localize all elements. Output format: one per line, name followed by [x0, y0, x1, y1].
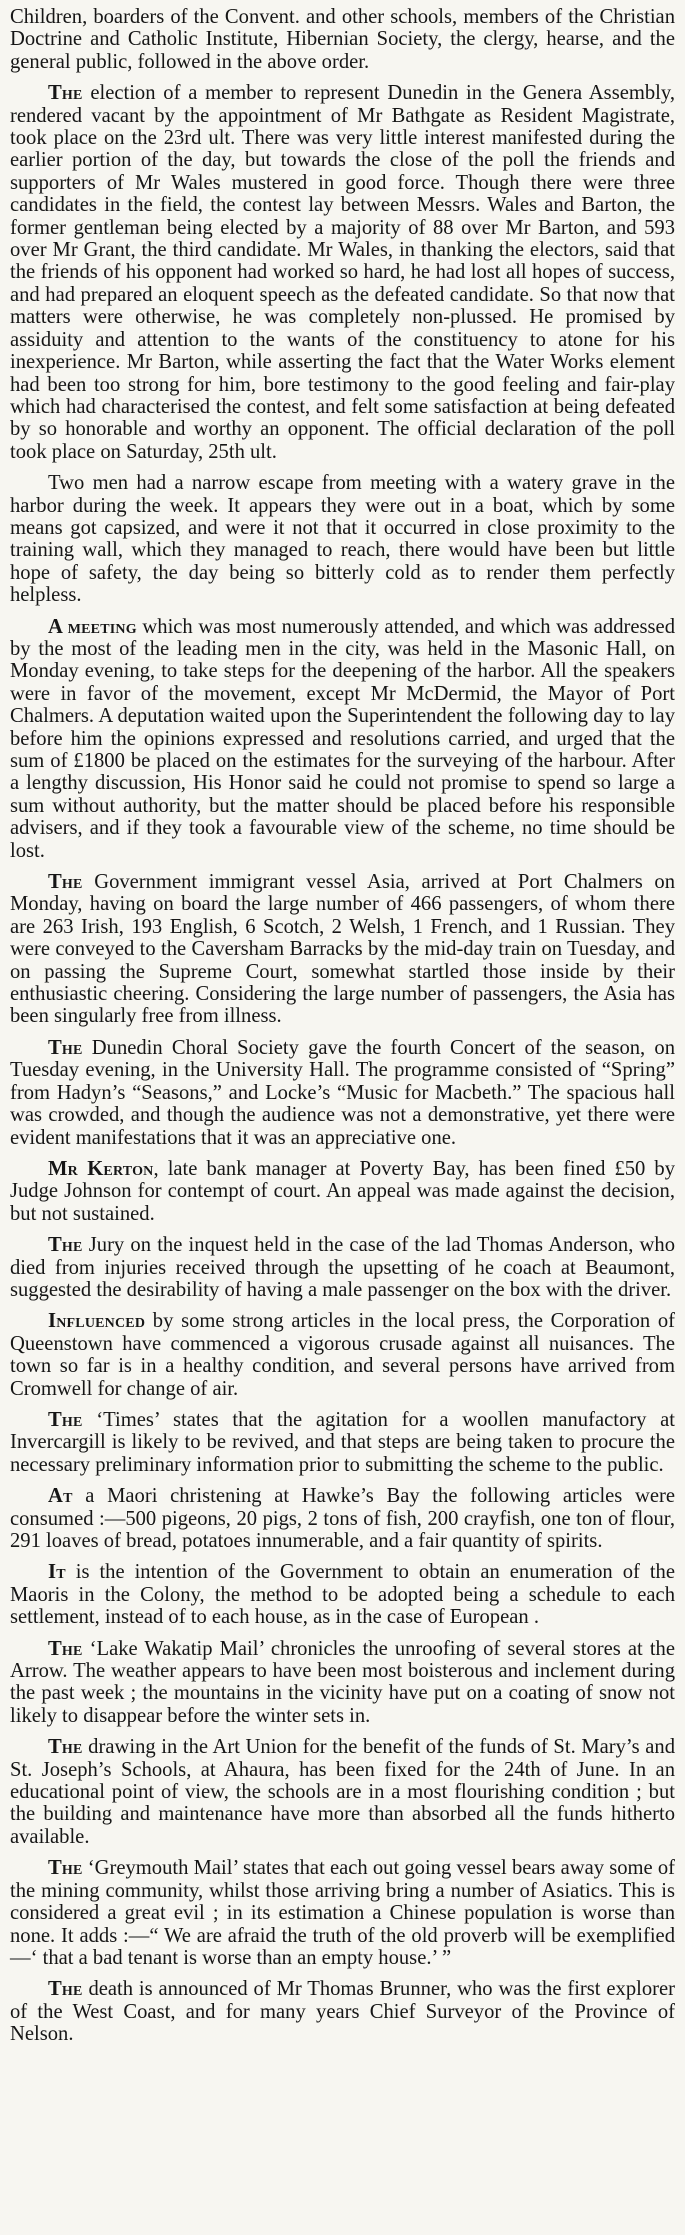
paragraph-text: , late bank manager at Poverty Bay, has been fined £50 by Judge Johnson for contempt of court. An appeal was made against the decision, but not sustained.: [10, 1157, 676, 1225]
paragraph-greymouth-mail: [10, 1857, 675, 1969]
paragraph-queenstown-nuisances: [10, 1310, 675, 1400]
paragraph-maori-enumeration: [10, 1561, 675, 1628]
paragraph-lead: At: [48, 1485, 73, 1508]
paragraph-text: ‘Times’ states that the agitation for a woollen manufactory at Invercargill is likely to be revived, and that steps are being taken to procure the necessary preliminary information prior to submitting the scheme to the public.: [10, 1408, 675, 1476]
paragraph-text: drawing in the Art Union for the benefit of the funds of St. Mary’s and St. Joseph’s Schools, at Ahaura, has been fixed for the 24th of June. In an educational point of view, the schools are in a most flourishing condition ; but the building and maintenance have more than absorbed all the funds hitherto available.: [10, 1736, 675, 1848]
paragraph-lead: Influenced: [48, 1310, 146, 1333]
paragraph-lead: A meeting: [48, 615, 137, 638]
paragraph-text: election of a member to represent Dunedin in the Genera Assembly, rendered vacant by the appointment of Mr Bathgate as Resident Magistrate, took place on the 23rd ult. There was very little interest manifested during the earlier portion of the day, but towards the close of the poll the friends and supporters of Mr Wales mustered in good force. Though there were three candidates in the field, the contest lay between Messrs. Wales and Barton, the former gentleman being elected by a majority of 88 over Mr Barton, and 593 over Mr Grant, the third candidate. Mr Wales, in thanking the electors, said that the friends of his opponent had worked so hard, he had lost all hopes of success, and had prepared an eloquent speech as the defeated candidate. So that now that matters were otherwise, he was completely non-plussed. He promised by assiduity and attention to the wants of the constituency to atone for his inexperience. Mr Barton, while asserting the fact that the Water Works element had been too strong for him, bore testimony to the good feeling and fair-play which had characterised the contest, and felt some satisfaction at being defeated by so honorable and worthy an opponent. The official declaration of the poll took place on Saturday, 25th ult.: [10, 82, 675, 463]
paragraph-lead: The: [48, 1637, 83, 1660]
paragraph-text: which was most numerously attended, and which was addressed by the most of the leading men in the city, was held in the Masonic Hall, on Monday evening, to take steps for the deepening of the harbor. All the speakers were in favor of the movement, except Mr McDermid, the Mayor of Port Chalmers. A deputation waited upon the Superintendent the following day to lay before him the opinions expressed and resolutions carried, and urged that the sum of £1800 be placed on the estimates for the surveying of the harbour. After a lengthy discussion, His Honor said he could not promise to spend so large a sum without authority, but the matter should be placed before his responsible advisers, and if they took a favourable view of the scheme, no time should be lost.: [10, 615, 675, 862]
paragraph-mr-kerton: [10, 1158, 675, 1225]
paragraph-maori-christening: [10, 1485, 675, 1552]
paragraph-text: by some strong articles in the local press, the Corporation of Queenstown have commenced a vigorous crusade against all nuisances. The town so far is in a healthy condition, and several persons have arrived from Cromwell for change of air.: [10, 1310, 675, 1400]
paragraph-lead: The: [48, 1736, 83, 1759]
paragraph-text: Government immigrant vessel Asia, arrived at Port Chalmers on Monday, having on board the large number of 466 passengers, of whom there are 263 Irish, 193 English, 6 Scotch, 2 Welsh, 1 French, and 1 Russian. They were conveyed to the Caversham Barracks by the mid-day train on Tuesday, and on passing the Supreme Court, somewhat startled those inside by their enthusiastic cheering. Considering the large number of passengers, the Asia has been singularly free from illness.: [10, 871, 675, 1028]
paragraph-lead: The: [48, 1978, 83, 2001]
paragraph-funeral-procession: [10, 6, 675, 73]
paragraph-text: Children, boarders of the Convent. and other schools, members of the Christian Doctrine and Catholic Institute, Hibernian Society, the clergy, hearse, and the general public, followed in the above order.: [10, 6, 675, 73]
paragraph-art-union-drawing: [10, 1736, 675, 1848]
paragraph-lead: The: [48, 871, 83, 894]
paragraph-lead: The: [48, 1408, 83, 1431]
paragraph-lead: The: [48, 1234, 83, 1257]
paragraph-text: ‘Lake Wakatip Mail’ chronicles the unroofing of several stores at the Arrow. The weather appears to have been most boisterous and inclement during the past week ; the mountains in the vicinity have put on a coating of snow not likely to disappear before the winter sets in.: [10, 1637, 675, 1727]
paragraph-lake-wakatip-mail: [10, 1638, 675, 1728]
paragraph-harbor-meeting: [10, 616, 675, 862]
paragraph-text: ‘Greymouth Mail’ states that each out going vessel bears away some of the mining community, whilst those arriving bring a number of Asiatics. This is considered a great evil ; in its estimation a Chinese population is worse than none. It adds :—“ We are afraid the truth of the old proverb will be exemplified—‘ that a bad tenant is worse than an empty house.’ ”: [10, 1857, 675, 1969]
paragraph-lead: The: [48, 1857, 83, 1880]
paragraph-woollen-manufactory: [10, 1409, 675, 1476]
paragraph-lead: It: [48, 1561, 66, 1584]
paragraph-text: Dunedin Choral Society gave the fourth Concert of the season, on Tuesday evening, in the University Hall. The programme consisted of “Spring” from Hadyn’s “Seasons,” and Locke’s “Music for Macbeth.” The spacious hall was crowded, and though the audience was not a demonstrative, yet there were evident manifestations that it was an appreciative one.: [10, 1036, 675, 1149]
paragraph-choral-society: [10, 1037, 675, 1149]
paragraph-harbor-escape: [10, 472, 675, 606]
paragraph-lead: Mr Kerton: [48, 1157, 154, 1180]
paragraph-immigrant-vessel-asia: [10, 871, 675, 1028]
paragraph-text: a Maori christening at Hawke’s Bay the following articles were consumed :—500 pigeons, 20 pigs, 2 tons of fish, 200 crayfish, one ton of flour, 291 loaves of bread, potatoes innumerable, and a fair quantity of spirits.: [10, 1485, 675, 1552]
paragraph-lead: The: [48, 82, 83, 105]
paragraph-thomas-brunner-death: [10, 1978, 675, 2045]
paragraph-text: Jury on the inquest held in the case of the lad Thomas Anderson, who died from injuries received through the upsetting of he coach at Beaumont, suggested the desirability of having a male passenger on the box with the driver.: [10, 1234, 675, 1301]
paragraph-text: is the intention of the Government to obtain an enumeration of the Maoris in the Colony, the method to be adopted being a schedule to each settlement, instead of to each house, as in the case of European .: [10, 1561, 675, 1629]
paragraph-text: Two men had a narrow escape from meeting with a watery grave in the harbor during the week. It appears they were out in a boat, which by some means got capsized, and were it not that it occurred in close proximity to the training wall, which they managed to reach, there would have been but little hope of safety, the day being so bitterly cold as to render them perfectly helpless.: [10, 472, 675, 607]
paragraph-dunedin-election: [10, 82, 675, 463]
paragraph-text: death is announced of Mr Thomas Brunner, who was the first explorer of the West Coast, and for many years Chief Surveyor of the Province of Nelson.: [10, 1978, 675, 2046]
paragraph-inquest-jury: [10, 1234, 675, 1301]
paragraph-lead: The: [48, 1036, 83, 1059]
